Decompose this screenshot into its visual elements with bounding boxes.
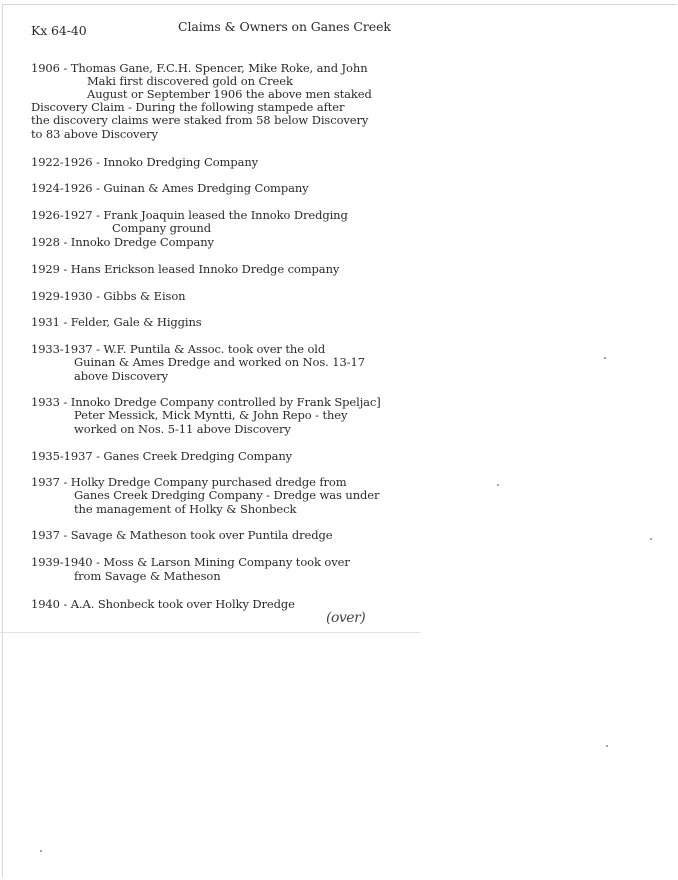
entry-line: above Discovery bbox=[74, 369, 169, 383]
entry-line: 1929 - Hans Erickson leased Innoko Dredge company bbox=[31, 262, 340, 276]
entry-line: 1933 - Innoko Dredge Company controlled by Frank Speljac] bbox=[31, 395, 381, 409]
entry-line: 1937 - Savage & Matheson took over Puntila dredge bbox=[31, 528, 333, 542]
entry-line: 1924-1926 - Guinan & Ames Dredging Company bbox=[31, 181, 309, 195]
entry-line: worked on Nos. 5-11 above Discovery bbox=[74, 422, 291, 436]
scan-speck bbox=[606, 745, 608, 747]
scan-speck bbox=[497, 484, 499, 486]
entry-line: Peter Messick, Mick Myntti, & John Repo - they bbox=[74, 408, 348, 422]
entry-line: from Savage & Matheson bbox=[74, 569, 221, 583]
handwritten-over-note: (over) bbox=[326, 610, 366, 626]
entry-line: 1935-1937 - Ganes Creek Dredging Company bbox=[31, 449, 293, 463]
entry-line: Guinan & Ames Dredge and worked on Nos. 13-17 bbox=[74, 355, 365, 369]
entry-line: August or September 1906 the above men staked bbox=[87, 87, 372, 101]
entry-line: 1906 - Thomas Gane, F.C.H. Spencer, Mike Roke, and John bbox=[31, 61, 368, 75]
entry-line: 1922-1926 - Innoko Dredging Company bbox=[31, 155, 259, 169]
entry-line: 1928 - Innoko Dredge Company bbox=[31, 235, 214, 249]
document-reference: Kx 64-40 bbox=[31, 23, 87, 38]
divider-line bbox=[0, 632, 420, 633]
entry-line: 1933-1937 - W.F. Puntila & Assoc. took over the old bbox=[31, 342, 326, 356]
scan-speck bbox=[604, 357, 606, 359]
scan-speck bbox=[40, 850, 42, 852]
scan-speck bbox=[650, 538, 652, 540]
entry-line: 1937 - Holky Dredge Company purchased dredge from bbox=[31, 475, 347, 489]
entry-line: Ganes Creek Dredging Company - Dredge was under bbox=[74, 488, 380, 502]
entry-line: 1929-1930 - Gibbs & Eison bbox=[31, 289, 186, 303]
entry-line: 1931 - Felder, Gale & Higgins bbox=[31, 315, 202, 329]
entry-line: 1939-1940 - Moss & Larson Mining Company took over bbox=[31, 555, 350, 569]
entry-line: the management of Holky & Shonbeck bbox=[74, 502, 297, 516]
entry-line: Company ground bbox=[112, 221, 211, 235]
entry-line: 1940 - A.A. Shonbeck took over Holky Dredge bbox=[31, 597, 295, 611]
entry-line: the discovery claims were staked from 58 below Discovery bbox=[31, 113, 369, 127]
document-title: Claims & Owners on Ganes Creek bbox=[178, 19, 391, 34]
entry-line: Discovery Claim - During the following stampede after bbox=[31, 100, 345, 114]
entry-line: to 83 above Discovery bbox=[31, 127, 158, 141]
entry-line: Maki first discovered gold on Creek bbox=[87, 74, 293, 88]
entry-line: 1926-1927 - Frank Joaquin leased the Innoko Dredging bbox=[31, 208, 348, 222]
